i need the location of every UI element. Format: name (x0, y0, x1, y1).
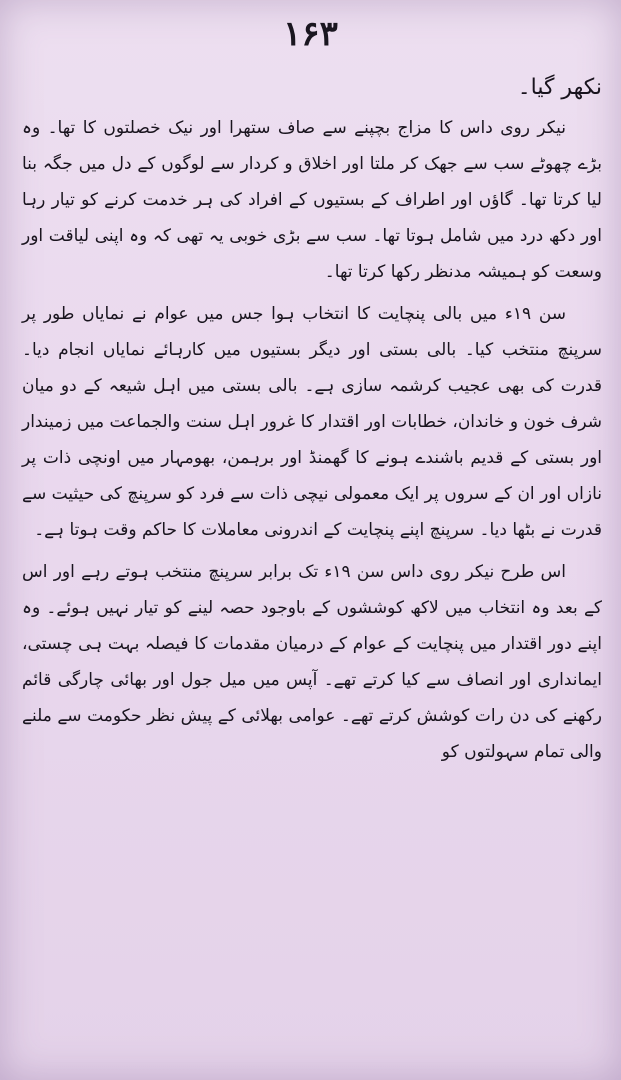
paragraph-3: اس طرح نیکر روی داس سن ۱۹ء تک برابر سرپنچ منتخب ہوتے رہے اور اس کے بعد وہ انتخاب میں لاکھ کوششوں کے باوجود حصہ لینے کو تیار نہیں ہوئے۔ وہ اپنے دور اقتدار میں پنچایت کے عوام کے درمیان مقدمات کا فیصلہ بہت ہی چستی، ایمانداری اور انصاف سے کیا کرتے تھے۔ آپس میں میل جول اور بھائی چارگی قائم رکھنے کی دن رات کوشش کرتے تھے۔ عوامی بھلائی کے پیش نظر حکومت سے ملنے والی تمام سہولتوں کو (22, 562, 602, 762)
paragraph-2: سن ۱۹ء میں بالی پنچایت کا انتخاب ہوا جس میں عوام نے نمایاں طور پر سرپنچ منتخب کیا۔ بالی بستی اور دیگر بستیوں میں کارہائے نمایاں انجام دیا۔ قدرت کی بھی عجیب کرشمہ سازی ہے۔ بالی بستی میں اہل شیعہ کے دو میان شرف خون و خاندان، خطابات اور اقتدار کا غرور اہل سنت والجماعت میں زمیندار اور بستی کے قدیم باشندے ہونے کا گھمنڈ اور برہمن، بھومہار میں اونچی ذات پر نازاں اور ان کے سروں پر ایک معمولی نیچی ذات سے فرد کو سرپنچ کی حیثیت سے قدرت نے بٹھا دیا۔ سرپنچ اپنے پنچایت کے اندرونی معاملات کا حاکم وقت ہوتا ہے۔ (22, 304, 602, 540)
page-body (22, 68, 602, 770)
section-heading: نکھر گیا۔ (517, 75, 602, 100)
paragraph-1: نیکر روی داس کا مزاج بچپنے سے صاف ستھرا اور نیک خصلتوں کا تھا۔ وہ بڑے چھوٹے سب سے جھک کر ملتا اور اخلاق و کردار سے لوگوں کے دل میں جگہ بنا لیا کرتا تھا۔ گاؤں اور اطراف کے بستیوں کے افراد کی ہر خدمت کرنے کو تیار رہا اور دکھ درد میں شامل ہوتا تھا۔ سب سے بڑی خوبی یہ تھی کہ وہ اپنی لیاقت اور وسعت کو ہمیشہ مدنظر رکھا کرتا تھا۔ (22, 118, 602, 282)
page-number: ۱۶۳ (283, 14, 338, 54)
